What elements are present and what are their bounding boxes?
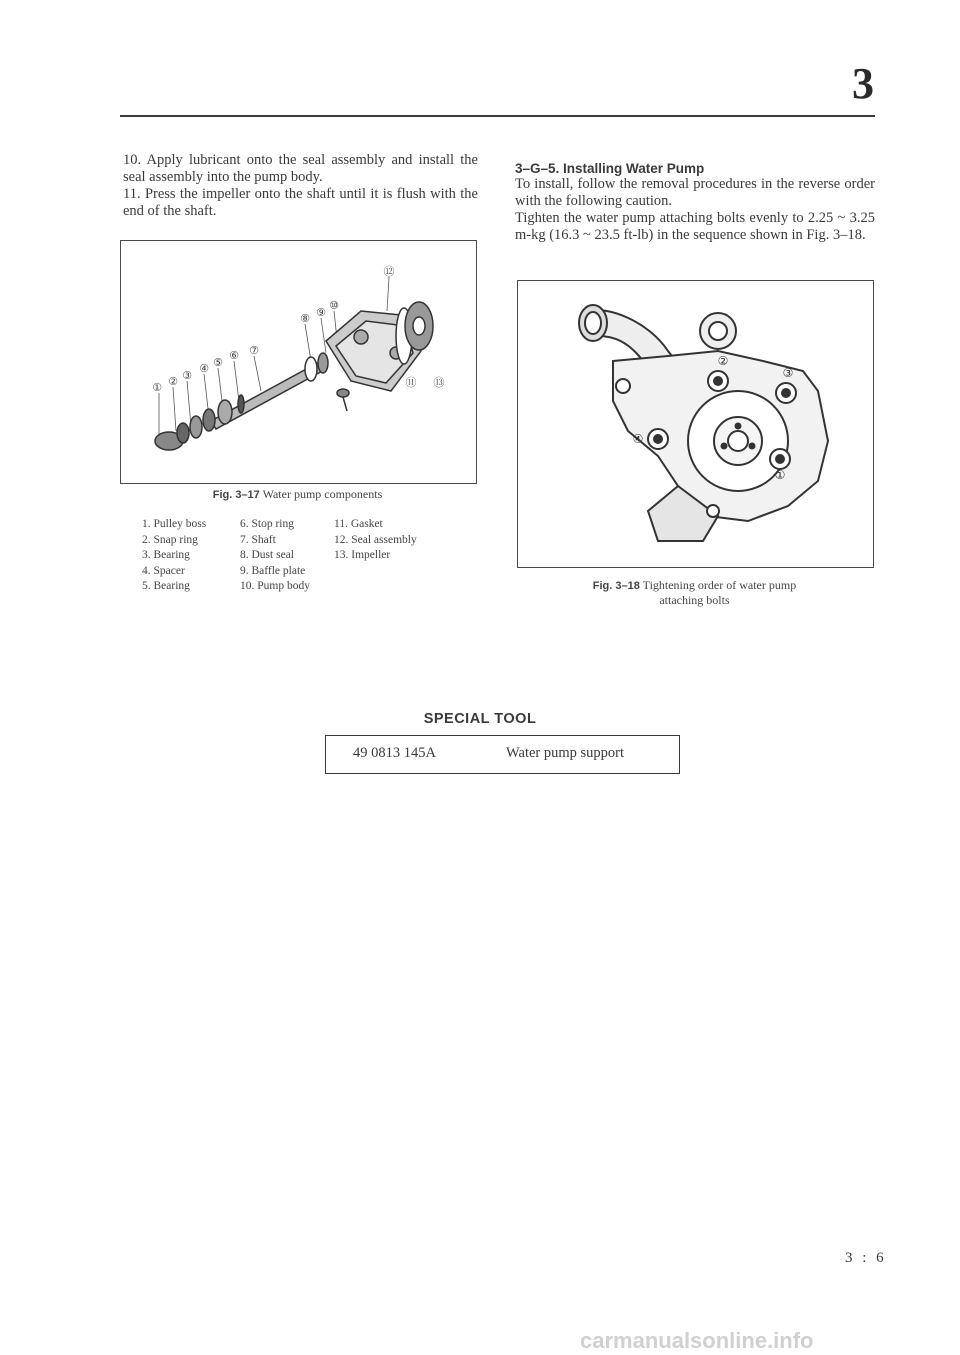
parts-list-item: 5. Bearing (142, 580, 190, 592)
tool-name: Water pump support (506, 745, 625, 761)
parts-list-item: 3. Bearing (142, 549, 190, 561)
step-11-text: 11. Press the impeller onto the shaft until it is flush with the end of the shaft. (123, 186, 478, 219)
callout-5: ⑤ (213, 357, 223, 369)
figure-3-18-caption-line-2: attaching bolts (659, 593, 730, 607)
figure-3-17-caption (120, 487, 475, 502)
callout-11: ⑪ (405, 377, 417, 389)
bolt-order-1: ① (774, 468, 786, 482)
bolt-order-2: ② (717, 354, 729, 368)
parts-list-item: 7. Shaft (240, 533, 276, 546)
parts-list-item: 13. Impeller (334, 549, 391, 561)
special-tool-title: SPECIAL TOOL (423, 711, 537, 727)
parts-list-item: 10. Pump body (240, 580, 310, 592)
figure-3-18-caption-line-1: Tightening order of water pump (642, 578, 797, 592)
figure-3-17-caption-text: Water pump components (262, 487, 383, 501)
step-10-text: 10. Apply lubricant onto the seal assembly and install the seal assembly into the pump body. (123, 152, 478, 185)
parts-list-item: 8. Dust seal (240, 549, 294, 561)
left-column-text (123, 152, 478, 220)
callout-1: ① (152, 382, 162, 394)
install-instructions: To install, follow the removal procedures in the reverse order with the following caution. (515, 176, 875, 209)
callout-9: ⑨ (316, 307, 326, 319)
callout-4: ④ (199, 363, 209, 375)
bolt-order-4: ④ (632, 432, 644, 446)
parts-list-item: 11. Gasket (334, 518, 383, 530)
parts-list-item: 1. Pulley boss (142, 518, 207, 530)
callout-7: ⑦ (249, 345, 259, 357)
callout-3: ③ (182, 370, 192, 382)
callout-13: ⑬ (433, 377, 445, 389)
torque-instructions: Tighten the water pump attaching bolts evenly to 2.25 ~ 3.25 m-kg (16.3 ~ 23.5 ft-lb) in the sequence shown in Fig. 3–18. (515, 210, 875, 243)
parts-list-item: 12. Seal assembly (334, 533, 417, 546)
parts-list-item: 9. Baffle plate (240, 564, 306, 577)
figure-3-17-label: Fig. 3–17 (212, 489, 260, 501)
figure-3-18-label: Fig. 3–18 (592, 580, 640, 592)
water-pump-exploded-diagram (121, 241, 476, 483)
parts-list-item: 4. Spacer (142, 564, 185, 577)
figure-3-18-box (517, 280, 874, 568)
figure-3-18-caption (517, 578, 872, 607)
section-heading: 3–G–5. Installing Water Pump (515, 161, 705, 176)
callout-10: ⑩ (329, 300, 339, 312)
special-tool-table (325, 735, 680, 774)
parts-list-col-3 (334, 517, 417, 564)
watermark: carmanualsonline.info (580, 1328, 814, 1353)
callout-2: ② (168, 376, 178, 388)
water-pump-bolt-order-diagram (518, 281, 873, 567)
callout-12: ⑫ (383, 266, 395, 278)
parts-list-col-1 (142, 517, 206, 595)
tool-part-number: 49 0813 145A (353, 745, 436, 761)
right-column-text (515, 161, 875, 244)
callout-8: ⑧ (300, 313, 310, 325)
parts-list-col-2 (240, 517, 310, 595)
header-rule (120, 115, 875, 117)
chapter-number: 3 (852, 59, 874, 108)
bolt-order-3: ③ (782, 366, 794, 380)
figure-3-17-box (120, 240, 477, 484)
parts-list-item: 6. Stop ring (240, 518, 294, 530)
parts-list-item: 2. Snap ring (142, 533, 198, 546)
callout-6: ⑥ (229, 350, 239, 362)
page-number: 3 : 6 (845, 1250, 887, 1266)
